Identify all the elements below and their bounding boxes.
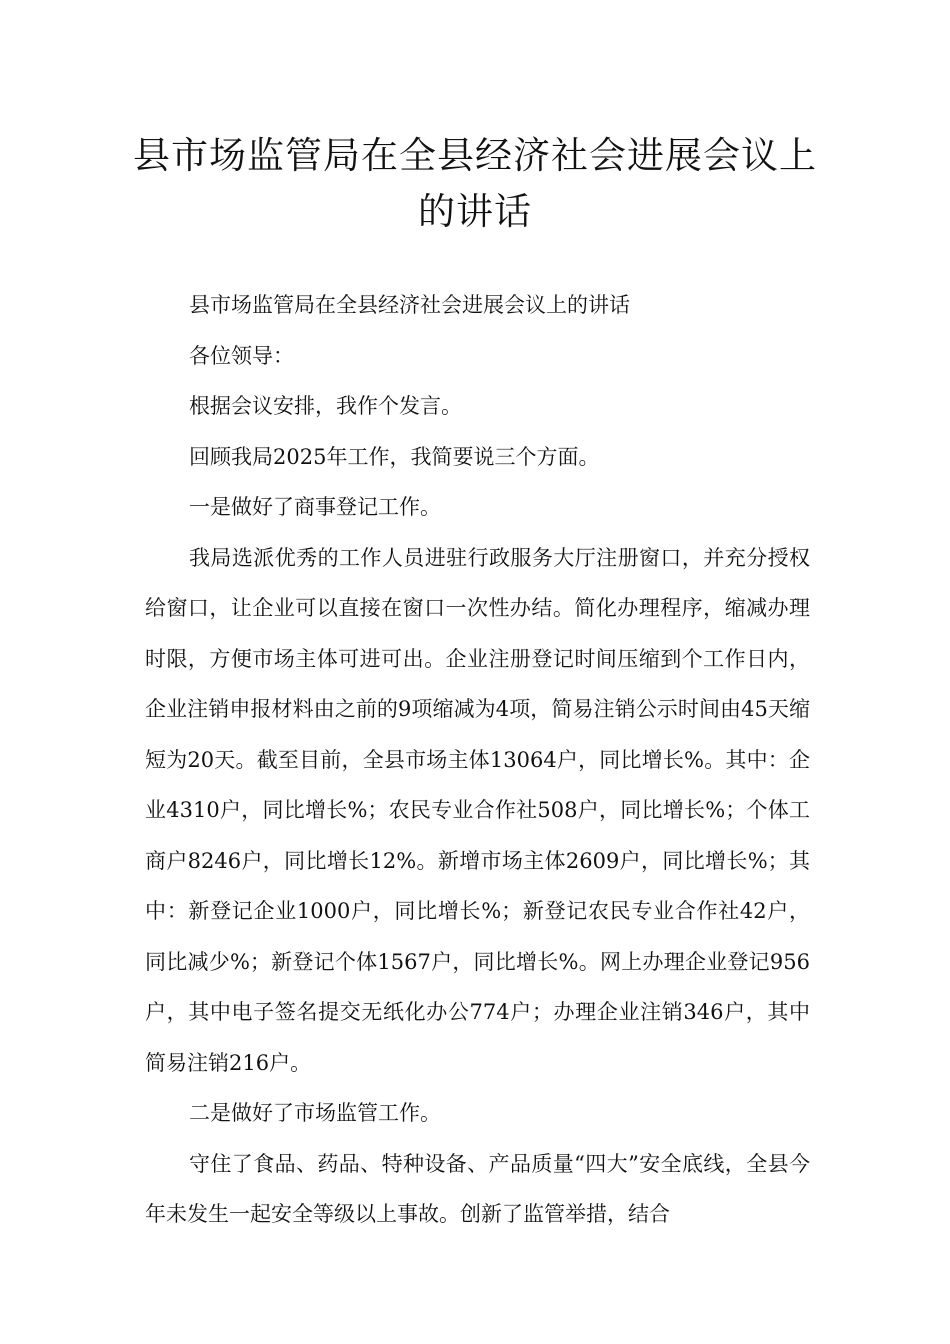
paragraph-subtitle: 县市场监管局在全县经济社会进展会议上的讲话 [189, 293, 630, 317]
document-body [145, 280, 810, 1240]
paragraph-registration: 我局选派优秀的工作人员进驻行政服务大厅注册窗口，并充分授权给窗口，让企业可以直接在窗口一次性办结。简化办理程序，缩减办理时限，方便市场主体可进可出。企业注册登记时间压缩到个工作日内，企业注销申报材料由之前的9项缩减为4项，简易注销公示时间由45天缩短为20天。截至目前，全县市场主体13064户，同比增长%。其中：企业4310户，同比增长%；农民专业合作社508户，同比增长%；个体工商户8246户，同比增长12%。新增市场主体2609户，同比增长%；其中：新登记企业1000户，同比增长%；新登记农民专业合作社42户，同比减少%；新登记个体1567户，同比增长%。网上办理企业登记956户，其中电子签名提交无纸化办公774户；办理企业注销346户，其中简易注销216户。 [145, 545, 810, 1075]
paragraph-heading-one: 一是做好了商事登记工作。 [189, 495, 441, 519]
document-title: 县市场监管局在全县经济社会进展会议上的讲话 [133, 134, 817, 233]
paragraph-supervision: 守住了食品、药品、特种设备、产品质量“四大”安全底线，全县今年未发生一起安全等级以上事故。创新了监管举措，结合 [145, 1151, 810, 1226]
paragraph-intro: 根据会议安排，我作个发言。 [189, 394, 462, 418]
paragraph-heading-two: 二是做好了市场监管工作。 [189, 1101, 441, 1125]
paragraph-salutation: 各位领导： [189, 343, 294, 368]
paragraph-review: 回顾我局2025年工作，我简要说三个方面。 [189, 444, 600, 469]
